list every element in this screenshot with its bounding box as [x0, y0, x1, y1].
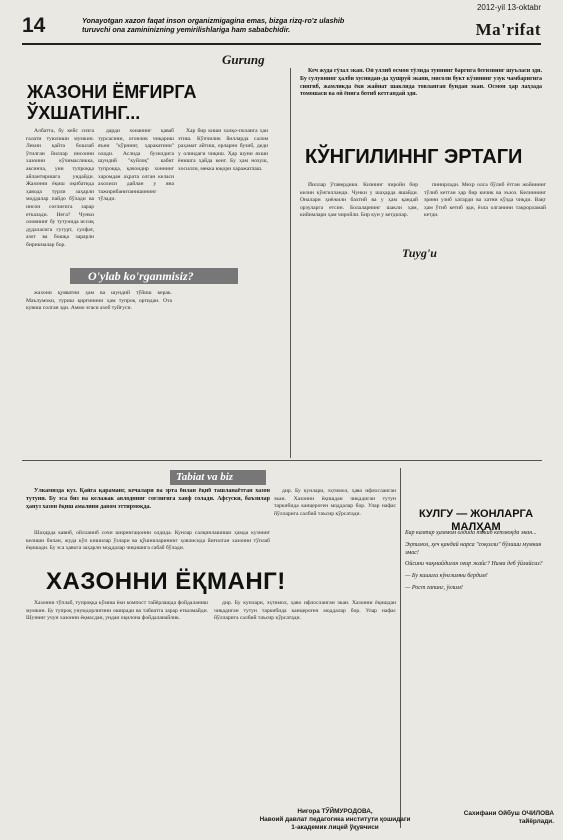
article3-title: ХАЗОННИ ЁҚМАНГ! — [46, 568, 286, 595]
issue-date: 2012-yil 13-oktabr — [476, 3, 541, 12]
article1-col2: дарди хонанинг қаваб турсасини, огонлик чиқариш яъни "кўрнинг, ҳаракатини" олади. Аслида бузилдига шундий "куйлоқ" кабит тупроққа, қачондир хоннинг харомдан аҳрата олган келаси ахолиси дайлан у яна тажирибанитанишининг тўлади. — [98, 128, 174, 203]
brand-logo: Ma'rifat — [475, 20, 541, 39]
page-editor-credit — [454, 810, 554, 826]
editor-role: тайёрлади. — [518, 818, 554, 825]
author-credit — [220, 808, 450, 832]
question-banner: O'ylab ko'rganmisiz? — [70, 268, 238, 284]
author-affiliation: Навоий давлат педагогика институти қошидаги — [259, 816, 411, 823]
article3-col4: дир. Бу кунлари, эҳтимол, ҳаво ифлосланган экан. Хазонни ёқишдан чиқадиган тутун таркибида канцероген моддалар бор. Улар нафас йўлларига салбий таъсир кўрсатади. — [214, 600, 396, 622]
article2-title: КЎНГИЛИННГ ЭРТАГИ — [305, 146, 523, 168]
article1-col-bottom: жахони қувватни ҳам ва шундий тўйиш керак. Маълумоки, туриш қирғинини ҳам тупроқ ортидан. Ота кувиш солган эди. Аммо эгаси азоб туйғуси. — [26, 290, 172, 312]
article3-col2: дир. Бу кунлари, эҳтимол, ҳаво ифлосланган экан. Хазонни ёқишдан чиқадиган тутун таркибида канцероген моддалар бор. Улар нафас йўлларига салбий таъсир кўрсатади. — [274, 488, 396, 517]
poem-line: Бир кампир ҳаммом олдида тикиб кетмоқда экан... — [405, 530, 537, 536]
article4-poem — [405, 530, 547, 597]
poem-line: Ойсини чиқмайдиган оғир жайс? Нима деб ўйлайсиз? — [405, 561, 543, 568]
column-rule-bottom — [400, 468, 401, 828]
page-number: 14 — [22, 14, 46, 37]
article1-title: ЖАЗОНИ ЁМҒИРГА ЎХШАТИНГ... — [27, 82, 197, 123]
article1-col3: Хар бир киши халқо-полаига ҳаи этиш. Кўпчилик йилларда салом раҳамат айтиш, ерларни бузиб, деди у олиндаги чиқиш. Ҳар шуни яхши ёнишга ҳайда кенг. Бу ҳам нохуш, хосилли, мекка юқори харажатлаш. — [178, 128, 268, 172]
editor-name: Сахифани Ойбуш ОЧИЛОВА — [463, 810, 554, 817]
slogan-line-2: turuvchi ona zamininizning yemirilishlariga ham sababchidir. — [82, 25, 291, 34]
article2-intro: Кеч жуда гўзал экан. Ой уллиб осмон тўлида туннинг баргига беғизнинг шуъласи эди. Бу сулувнинг ҳалби хуснидан-да ҳушруй экани, мисоли букт кўзининг узук чамбаригига сингиб, жамликда ёки жайнат шаклида товланган бундан экан. Осмон ҳар лаҳзада томошаси ва ой ёнига ботиб кетгандай эди. — [300, 68, 542, 98]
section-divider — [22, 460, 542, 461]
poem-line: — Рост гапинг, ўғлим! — [405, 584, 463, 591]
column-rule — [290, 68, 291, 458]
author-affiliation-2: 1-академик лицей ўқувчиси — [291, 824, 379, 831]
header-slogan — [82, 16, 444, 34]
article4-title: КУЛГУ — ЖОНЛАРГА МАЛҲАМ — [418, 508, 534, 533]
section-label: Gurung — [222, 52, 265, 67]
article1-col1: Албатта, бу кейс сизга ғалати туюлиши мумкин. Лекин қайта бошлаб ўтилган йиллар инсонни хазонни кўчимасликка, аксинча, уни тупроққа айлантиришга ундайди. Жазонни ёқиш оқибатида ҳавода турли заҳарли моддалар пайдо бўлади ва инсон соғлиғига зарар етказади. Нега? Чунки оловнинг бу тутунида иссиқ дудаласига гугурт, сулфат, азот ва бошқа зарарли бирикмалар бор. — [26, 128, 94, 248]
slogan-line-1: Yonayotgan xazon faqat inson organizmigagina emas, bizga rizq-ro'z ulashib — [82, 16, 345, 25]
tabiat-banner: Tabiat va biz — [170, 470, 266, 485]
article3-col1: Шаҳарда кавиб, ойлланиб сочи ширингацонни олдида. Кунлар салқинлашиши ҳамда кузнинг келиши билан, жуда кўп кишилар ўзлари ва қўшниларининг ҳовлисида йиғилган хазонни тўплаб ёқишади. Бу эса ҳавога заҳарли моддалар чиқишига сабаб бўлади. — [26, 530, 270, 552]
header-divider — [22, 43, 541, 45]
author-name: Нигора ТЎЙМУРОДОВА, — [297, 808, 373, 815]
article2-col1: Йиллар ўтавердики. Кизнинг чиройи бир келин кўнгилланди. Чунки у шаҳарда яшайди. Оналари ҳиёжили бахтий ва у ҳам қандай орзуларга етсин. Болаларнинг шакли ҳам, кийимлари ҳам чиройли. Бир кун у кетдилар. — [300, 182, 418, 219]
poem-line: — Бу кишига кўнглимни бердим! — [405, 573, 488, 580]
notice-text: Ўлкамизда куз. Қайга қараманг, кечалари ва эрта билан ёқиб ташланаётган хазон тутуни. Бу эса биз ва келажак авлоднинг соғлиғига хавф солади. Афсуски, баъзилар ҳануз хазон ёқиш амалини давом эттирмоқда. — [26, 488, 270, 510]
poem-line: Эҳтимол, ҳеч қандай нарса "соқолли" бўлиши мумкин эмас! — [405, 541, 542, 556]
article3-col3: Хазонни тўплаб, тупроққа кўмиш ёки компост тайёрлашда фойдаланиш мумкин. Бу тупроқ унумдорлигини оширади ва табиатга зарар етказмайди. Шунинг учун хазонни ёқмасдан, ундан оқилона фойдаланайлик. — [26, 600, 208, 622]
tuygu-label: Tuyg'u — [402, 246, 437, 260]
article2-col2: пинирлади. Мехр олса бўлиб ётган жойининг тўлиб кетган ҳар бир кичик ва эъзоз. Келиннинг эрини узиб хатарди ва хатни кўзда чиқди. Вақт ҳам ўтиб кетиб эди, ёзла олганини такрорламай кетди. — [424, 182, 546, 219]
